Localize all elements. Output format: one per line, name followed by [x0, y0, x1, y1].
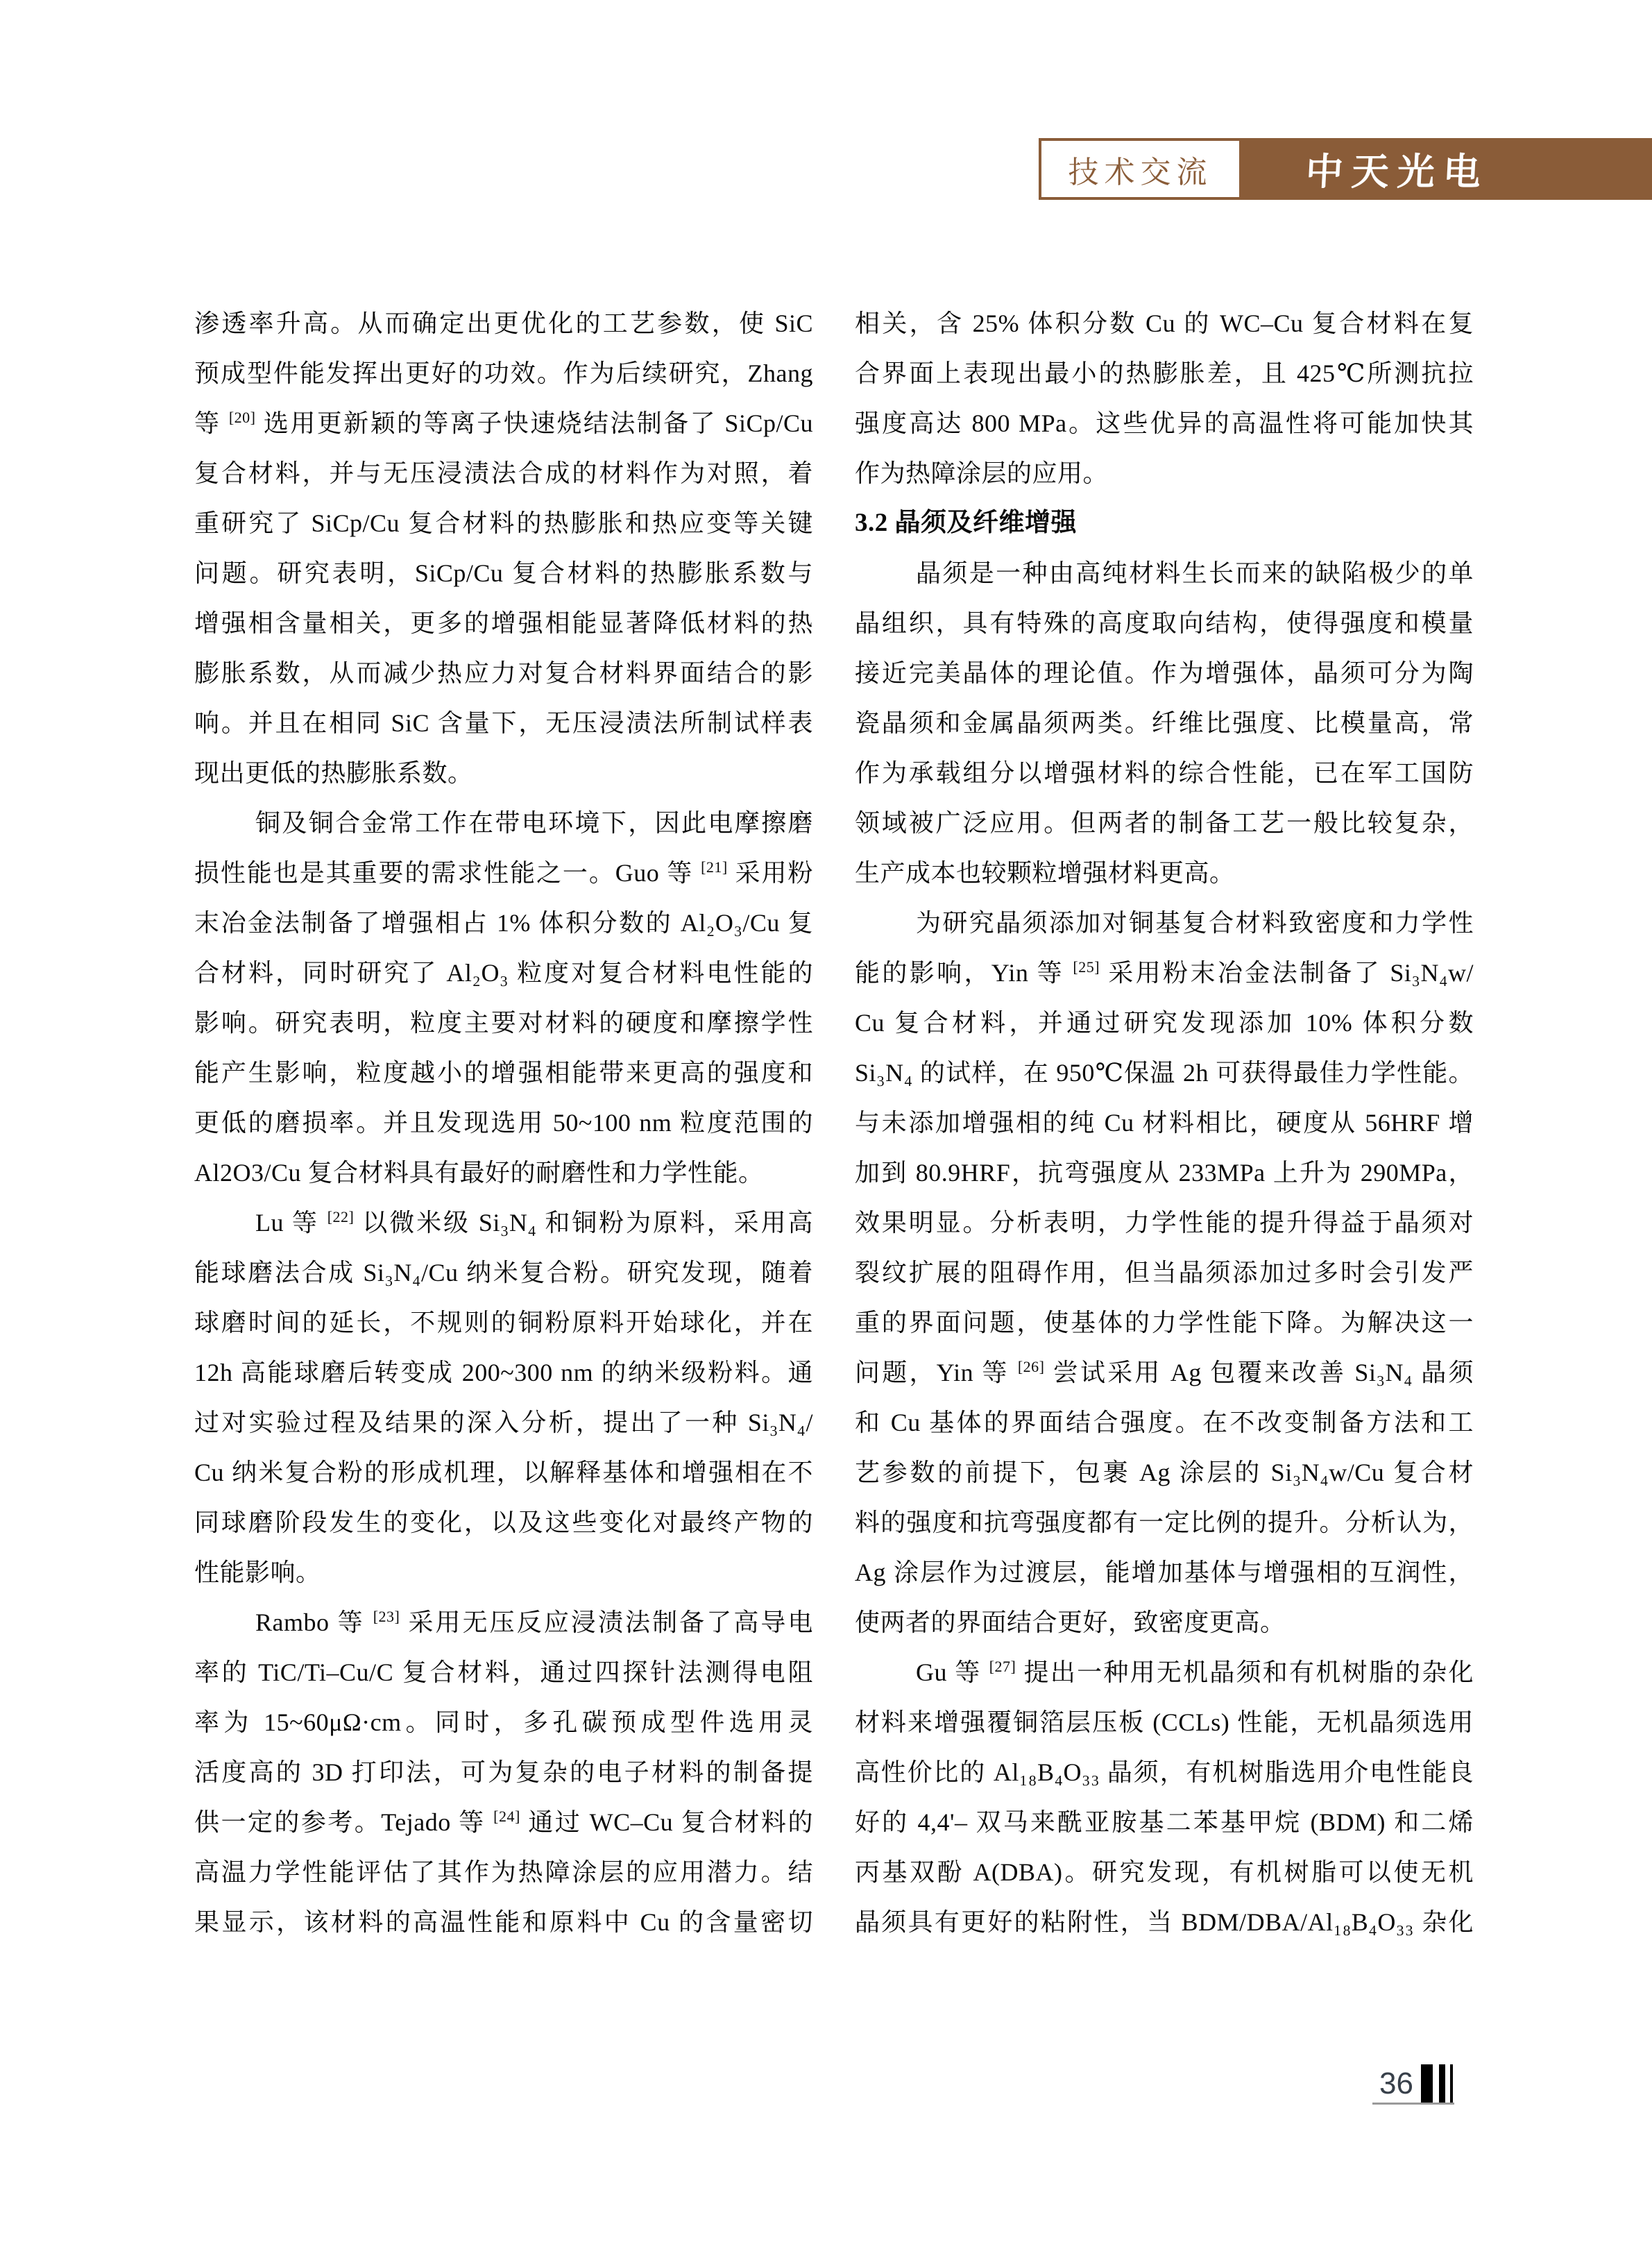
section-heading: 3.2 晶须及纤维增强	[855, 509, 1077, 537]
text-line: 相关，含 25% 体积分数 Cu 的 WC–Cu 复合材料在复	[855, 309, 1474, 337]
text-line: Gu 等 [27] 提出一种用无机晶须和有机树脂的杂化	[916, 1658, 1474, 1686]
text-line: 材料来增强覆铜箔层压板 (CCLs) 性能，无机晶须选用	[855, 1708, 1474, 1736]
text-line: 供一定的参考。Tejado 等 [24] 通过 WC–Cu 复合材料的	[194, 1808, 813, 1836]
citation-ref: [21]	[701, 858, 728, 876]
text-line: 作为承载组分以增强材料的综合性能，已在军工国防	[855, 759, 1474, 787]
text-line: 问题，Yin 等 [26] 尝试采用 Ag 包覆来改善 Si₃N₄ 晶须	[855, 1358, 1474, 1386]
left-text-column	[194, 298, 813, 1947]
text-line: 铜及铜合金常工作在带电环境下，因此电摩擦磨	[255, 809, 813, 837]
text-line: 为研究晶须添加对铜基复合材料致密度和力学性	[916, 909, 1474, 937]
text-line: 能的影响，Yin 等 [25] 采用粉末冶金法制备了 Si₃N₄w/	[855, 958, 1474, 987]
text-line: 末冶金法制备了增强相占 1% 体积分数的 Al₂O₃/Cu 复	[194, 909, 813, 937]
text-line: 率为 15~60μΩ·cm。同时，多孔碳预成型件选用灵	[194, 1708, 813, 1736]
text-line: Si₃N₄ 的试样，在 950℃保温 2h 可获得最佳力学性能。	[855, 1059, 1474, 1087]
citation-ref: [26]	[1017, 1358, 1045, 1375]
text-line: 渗透率升高。从而确定出更优化的工艺参数，使 SiC	[194, 309, 813, 337]
text-line: 膨胀系数，从而减少热应力对复合材料界面结合的影	[194, 659, 813, 687]
text-line: 重的界面问题，使基体的力学性能下降。为解决这一	[855, 1309, 1474, 1336]
text-line: 使两者的界面结合更好，致密度更高。	[855, 1608, 1286, 1636]
text-line: 12h 高能球磨后转变成 200~300 nm 的纳米级粉料。通	[194, 1359, 813, 1386]
text-line: 艺参数的前提下，包裹 Ag 涂层的 Si₃N₄w/Cu 复合材	[855, 1459, 1474, 1486]
text-line: 能产生影响，粒度越小的增强相能带来更高的强度和	[194, 1059, 813, 1087]
text-line: 问题。研究表明，SiCp/Cu 复合材料的热膨胀系数与	[194, 559, 813, 587]
text-line: 料的强度和抗弯强度都有一定比例的提升。分析认为，	[855, 1509, 1474, 1536]
text-line: 同球磨阶段发生的变化，以及这些变化对最终产物的	[194, 1509, 813, 1536]
text-line: 重研究了 SiCp/Cu 复合材料的热膨胀和热应变等关键	[194, 509, 813, 537]
text-line: Rambo 等 [23] 采用无压反应浸渍法制备了高导电	[255, 1608, 813, 1636]
citation-ref: [27]	[989, 1658, 1016, 1675]
citation-ref: [24]	[493, 1808, 520, 1825]
footer-rule	[1372, 2103, 1454, 2105]
text-line: 果显示，该材料的高温性能和原料中 Cu 的含量密切	[194, 1908, 813, 1936]
text-line: 裂纹扩展的阻碍作用，但当晶须添加过多时会引发严	[855, 1259, 1474, 1286]
text-line: Al2O3/Cu 复合材料具有最好的耐磨性和力学性能。	[194, 1159, 764, 1187]
text-line: 领域被广泛应用。但两者的制备工艺一般比较复杂，	[855, 809, 1474, 837]
text-line: 现出更低的热膨胀系数。	[194, 759, 473, 787]
text-line: 过对实验过程及结果的深入分析，提出了一种 Si₃N₄/	[194, 1409, 813, 1436]
text-line: 合材料，同时研究了 Al₂O₃ 粒度对复合材料电性能的	[194, 959, 813, 987]
text-line: Cu 纳米复合粉的形成机理，以解释基体和增强相在不	[194, 1459, 813, 1486]
text-line: 复合材料，并与无压浸渍法合成的材料作为对照，着	[194, 459, 813, 487]
text-line: 强度高达 800 MPa。这些优异的高温性将可能加快其	[855, 409, 1474, 437]
text-line: 能球磨法合成 Si₃N₄/Cu 纳米复合粉。研究发现，随着	[194, 1259, 813, 1286]
text-line: 好的 4,4'– 双马来酰亚胺基二苯基甲烷 (BDM) 和二烯	[855, 1808, 1474, 1836]
text-line: 响。并且在相同 SiC 含量下，无压浸渍法所制试样表	[194, 709, 813, 737]
text-line: 接近完美晶体的理论值。作为增强体，晶须可分为陶	[855, 659, 1474, 687]
text-line: 预成型件能发挥出更好的功效。作为后续研究，Zhang	[194, 359, 813, 387]
text-line: 合界面上表现出最小的热膨胀差，且 425℃所测抗拉	[855, 359, 1474, 387]
text-line: 更低的磨损率。并且发现选用 50~100 nm 粒度范围的	[194, 1109, 813, 1137]
citation-ref: [20]	[228, 409, 256, 426]
section-tag-label: 技术交流	[1068, 155, 1213, 189]
text-line: Cu 复合材料，并通过研究发现添加 10% 体积分数	[855, 1009, 1474, 1037]
text-line: 性能影响。	[194, 1559, 321, 1586]
text-line: 增强相含量相关，更多的增强相能显著降低材料的热	[194, 609, 813, 637]
citation-ref: [22]	[327, 1208, 355, 1225]
text-line: 效果明显。分析表明，力学性能的提升得益于晶须对	[855, 1209, 1474, 1237]
text-line: 加到 80.9HRF，抗弯强度从 233MPa 上升为 290MPa，	[855, 1159, 1474, 1187]
right-text-column	[855, 298, 1474, 1947]
text-line: 晶组织，具有特殊的高度取向结构，使得强度和模量	[855, 609, 1474, 637]
text-line: 率的 TiC/Ti–Cu/C 复合材料，通过四探针法测得电阻	[194, 1658, 813, 1686]
citation-ref: [23]	[373, 1608, 400, 1625]
journal-brand-bar	[1242, 138, 1652, 200]
citation-ref: [25]	[1073, 958, 1100, 976]
text-line: 影响。研究表明，粒度主要对材料的硬度和摩擦学性	[194, 1009, 813, 1037]
text-line: 等 [20] 选用更新颖的等离子快速烧结法制备了 SiCp/Cu	[194, 409, 813, 437]
page-number: 36	[1379, 2066, 1413, 2100]
text-line: 瓷晶须和金属晶须两类。纤维比强度、比模量高，常	[855, 709, 1474, 737]
text-line: 高性价比的 Al₁₈B₄O₃₃ 晶须，有机树脂选用介电性能良	[855, 1758, 1474, 1786]
footer-bars-icon	[1421, 2064, 1433, 2104]
footer-bars-icon	[1450, 2064, 1453, 2104]
text-line: Ag 涂层作为过渡层，能增加基体与增强相的互润性，	[855, 1559, 1474, 1586]
journal-logo: 中天光电	[1304, 151, 1490, 193]
text-line: 高温力学性能评估了其作为热障涂层的应用潜力。结	[194, 1858, 813, 1886]
text-line: 球磨时间的延长，不规则的铜粉原料开始球化，并在	[194, 1309, 813, 1336]
text-line: 活度高的 3D 打印法，可为复杂的电子材料的制备提	[194, 1758, 813, 1786]
text-line: 和 Cu 基体的界面结合强度。在不改变制备方法和工	[855, 1409, 1474, 1436]
text-line: Lu 等 [22] 以微米级 Si₃N₄ 和铜粉为原料，采用高	[255, 1208, 813, 1237]
text-line: 晶须具有更好的粘附性，当 BDM/DBA/Al₁₈B₄O₃₃ 杂化	[855, 1908, 1474, 1936]
text-line: 生产成本也较颗粒增强材料更高。	[855, 859, 1235, 887]
text-line: 损性能也是其重要的需求性能之一。Guo 等 [21] 采用粉	[194, 858, 813, 887]
text-line: 晶须是一种由高纯材料生长而来的缺陷极少的单	[916, 559, 1474, 587]
footer-bars-icon	[1439, 2064, 1445, 2104]
text-line: 作为热障涂层的应用。	[855, 459, 1109, 487]
text-line: 丙基双酚 A(DBA)。研究发现，有机树脂可以使无机	[855, 1858, 1474, 1886]
text-line: 与未添加增强相的纯 Cu 材料相比，硬度从 56HRF 增	[855, 1109, 1474, 1137]
section-tag	[1039, 138, 1242, 200]
